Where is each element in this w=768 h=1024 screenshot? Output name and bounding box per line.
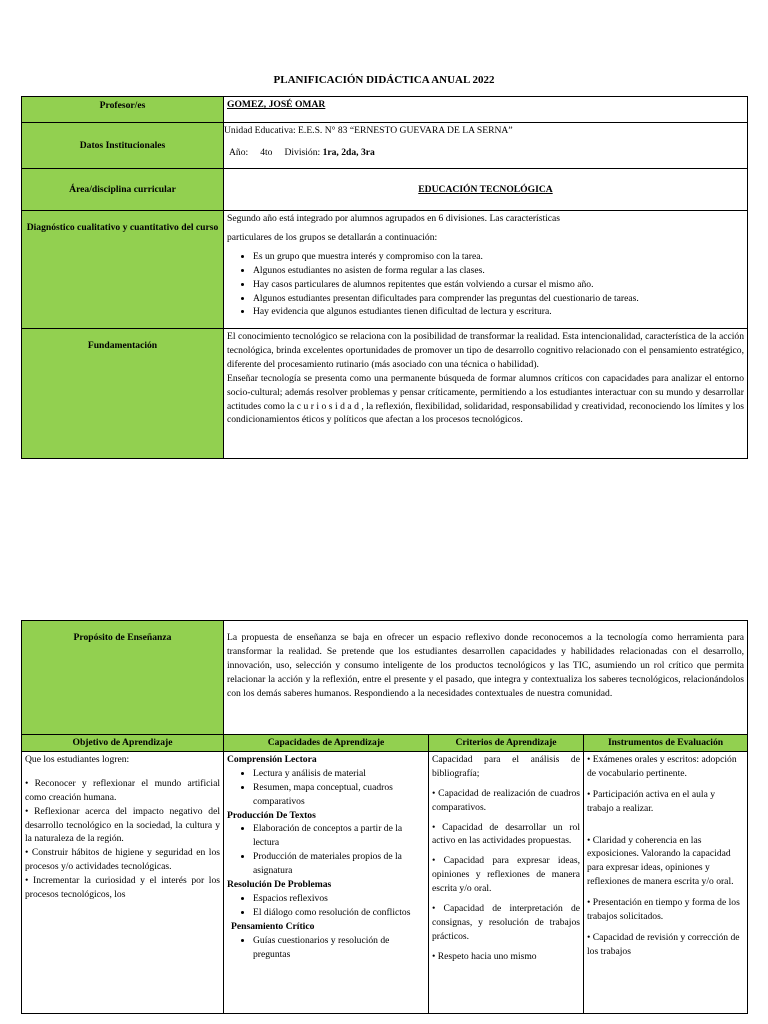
page-title: PLANIFICACIÓN DIDÁCTICA ANUAL 2022: [273, 74, 495, 86]
anio-value: 4to: [260, 146, 273, 158]
diagnostico-intro-1: Segundo año está integrado por alumnos agrupados en 6 divisiones. Las características: [227, 213, 561, 224]
division-value: 1ra, 2da, 3ra: [322, 146, 375, 158]
proposito-label: Propósito de Enseñanza: [22, 621, 224, 735]
criterio-item: • Capacidad de realización de cuadros comparativos.: [432, 787, 580, 813]
criterio-item: • Capacidad de interpretación de consignas, y resolución de trabajos prácticos.: [432, 903, 580, 942]
planning-table: [21, 96, 748, 459]
instrumento-item: • Capacidad de revisión y corrección de los trabajos: [587, 931, 740, 957]
col-header-criterios: Criterios de Aprendizaje: [429, 735, 584, 752]
criterio-item: Capacidad para el análisis de bibliografía;: [432, 753, 580, 779]
anio-division-line: Año: 4to División: 1ra, 2da, 3ra: [229, 146, 375, 158]
capacidad-title: Pensamiento Crítico: [231, 920, 315, 932]
fundamentacion-label: Fundamentación: [22, 329, 224, 459]
area-value: EDUCACIÓN TECNOLÓGICA: [418, 183, 553, 195]
list-item: • Algunos estudiantes no asisten de forma regular a las clases.: [253, 264, 744, 278]
capacidad-title: Comprensión Lectora: [227, 753, 317, 765]
list-item: • Resumen, mapa conceptual, cuadros comparativos: [253, 781, 425, 809]
list-item: • Guías cuestionarios y resolución de preguntas: [253, 934, 425, 962]
list-item: • Elaboración de conceptos a partir de la lectura: [253, 822, 425, 850]
col-header-instrumentos: Instrumentos de Evaluación: [584, 735, 748, 752]
criterio-item: • Respeto hacia uno mismo: [432, 950, 537, 962]
learning-table: [21, 620, 748, 1014]
list-item: • Lectura y análisis de material: [253, 767, 425, 781]
instrumento-item: • Participación activa en el aula y trabajo a realizar.: [587, 788, 716, 814]
objetivo-item: • Construir hábitos de higiene y seguridad en los procesos y/o actividades tecnológicas.: [25, 847, 220, 873]
col-header-capacidades: Capacidades de Aprendizaje: [224, 735, 429, 752]
diagnostico-list: [227, 250, 744, 320]
list-item: • Algunos estudiantes presentan dificultades para comprender las preguntas del cuestionario de tareas.: [253, 292, 744, 306]
area-label: Área/disciplina curricular: [22, 169, 224, 211]
list-item: • Hay evidencia que algunos estudiantes tienen dificultad de lectura y escritura.: [253, 305, 744, 319]
unidad-educativa: Unidad Educativa: E.E.S. N° 83 “ERNESTO GUEVARA DE LA SERNA”: [224, 125, 513, 136]
profesor-value: GOMEZ, JOSÉ OMAR: [227, 99, 326, 110]
profesor-label: Profesor/es: [22, 97, 224, 123]
capacidad-title: Resolución De Problemas: [227, 879, 332, 891]
list-item: • Producción de materiales propios de la asignatura: [253, 850, 425, 878]
objetivo-item: • Reconocer y reflexionar el mundo artificial como creación humana.: [25, 777, 220, 803]
fundamentacion-p2: Enseñar tecnología se presenta como una permanente búsqueda de formar alumnos críticos con capacidades para analizar el entorno socio-cultural; además resolver problemas y pensar críticamente, permitiendo a los estudiantes interactuar con su mundo y desarrollar actitudes como la c u r i o s i d a d , la reflexión, flexibilidad, solidaridad, responsabilidad y creatividad, reconociendo los límites y los condicionamientos éticos y políticos que afectan a los procesos tecnológicos.: [227, 372, 744, 426]
diagnostico-intro-2: particulares de los grupos se detallarán a continuación:: [227, 231, 438, 243]
criterio-item: • Capacidad para expresar ideas, opiniones y reflexiones de manera escrita y/o oral.: [432, 855, 580, 895]
criterio-item: • Capacidad de desarrollar un rol activo en las actividades propuestas.: [432, 821, 580, 847]
list-item: • Espacios reflexivos: [253, 892, 425, 906]
capacidad-title: Producción De Textos: [227, 809, 316, 821]
instrumento-item: • Presentación en tiempo y forma de los trabajos solicitados.: [587, 897, 740, 923]
col-header-objetivo: Objetivo de Aprendizaje: [22, 735, 224, 752]
instrumento-item: • Claridad y coherencia en las exposiciones. Valorando la capacidad para expresar ideas, opiniones y reflexiones de manera escrita y/o oral.: [587, 834, 734, 888]
fundamentacion-p1: El conocimiento tecnológico se relaciona con la posibilidad de transformar la realidad. Esta intencionalidad, característica de la acción tecnológica, brinda excelentes oportunidades de promover un tipo de desarrollo cognitivo relacionado con el pensamiento estratégico, diferente del procesamiento rutinario (más asociado con una técnica o habilidad).: [227, 331, 744, 370]
objetivo-item: • Incrementar la curiosidad y el interés por los procesos tecnológicos, los: [25, 875, 220, 901]
objetivo-intro: Que los estudiantes logren:: [25, 753, 130, 765]
proposito-text: La propuesta de enseñanza se baja en ofrecer un espacio reflexivo donde reconocemos a la tecnología como herramienta para transformar la realidad. Se pretende que los estudiantes desarrollen capacidades y habilidades relacionadas con el desarrollo, innovación, uso, selección y consumo inteligente de los productos tecnológicos y las TIC, asumiendo un rol crítico que permita relacionar la acción y la reflexión, entre el presente y el pasado, que integra y contextualiza los saberes tecnológicos, relacionándolos con los demás saberes humanos. Respondiendo a la necesidades contextuales de nuestra comunidad.: [224, 621, 748, 735]
instrumento-item: • Exámenes orales y escritos: adopción de vocabulario pertinente.: [587, 753, 737, 779]
list-item: • El diálogo como resolución de conflictos: [253, 906, 425, 920]
list-item: • Es un grupo que muestra interés y compromiso con la tarea.: [253, 250, 744, 264]
diagnostico-label: Diagnóstico cualitativo y cuantitativo del curso: [22, 211, 224, 329]
list-item: • Hay casos particulares de alumnos repitentes que están volviendo a cursar el mismo año.: [253, 278, 744, 292]
objetivo-item: • Reflexionar acerca del impacto negativo del desarrollo tecnológico en la sociedad, la cultura y la naturaleza de la región.: [25, 805, 220, 845]
datos-label: Datos Institucionales: [22, 123, 224, 169]
